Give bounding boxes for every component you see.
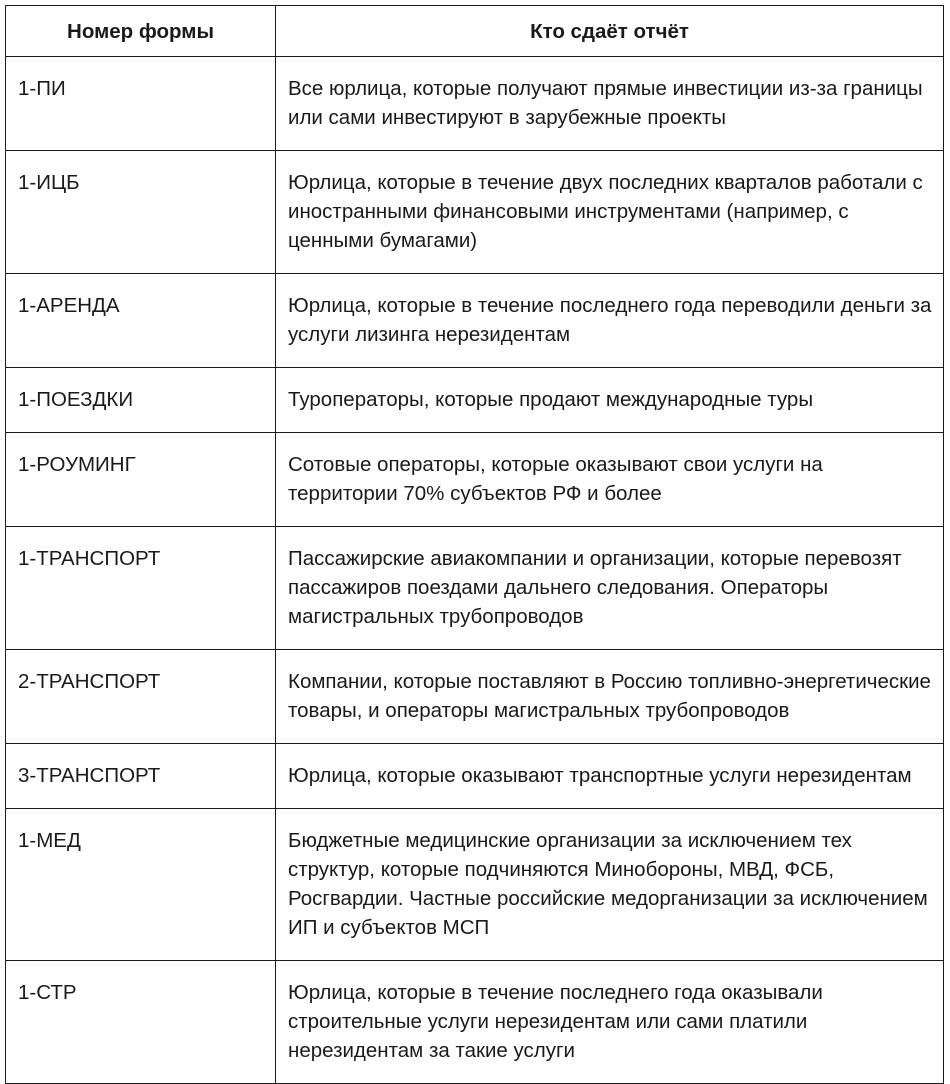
- who-reports-cell: Все юрлица, которые получают прямые инвестиции из-за границы или сами инвестируют в зарубежные проекты: [276, 57, 944, 151]
- table-row: [6, 527, 944, 650]
- table-row: [6, 961, 944, 1084]
- forms-table-container: [5, 5, 944, 1084]
- form-number-cell: 3-ТРАНСПОРТ: [6, 744, 276, 809]
- who-reports-cell: Сотовые операторы, которые оказывают свои услуги на территории 70% субъектов РФ и более: [276, 433, 944, 527]
- form-number-cell: 1-ПОЕЗДКИ: [6, 368, 276, 433]
- form-number-cell: 1-ТРАНСПОРТ: [6, 527, 276, 650]
- form-number-cell: 1-МЕД: [6, 809, 276, 961]
- form-number-cell: 1-РОУМИНГ: [6, 433, 276, 527]
- header-who-reports: Кто сдаёт отчёт: [276, 6, 944, 57]
- who-reports-cell: Бюджетные медицинские организации за исключением тех структур, которые подчиняются Минобороны, МВД, ФСБ, Росгвардии. Частные российские медорганизации за исключением ИП и субъектов МСП: [276, 809, 944, 961]
- table-row: [6, 744, 944, 809]
- who-reports-cell: Юрлица, которые в течение двух последних кварталов работали с иностранными финансовыми инструментами (например, с ценными бумагами): [276, 151, 944, 274]
- who-reports-cell: Юрлица, которые в течение последнего года оказывали строительные услуги нерезидентам или сами платили нерезидентам за такие услуги: [276, 961, 944, 1084]
- form-number-cell: 1-СТР: [6, 961, 276, 1084]
- who-reports-cell: Юрлица, которые в течение последнего года переводили деньги за услуги лизинга нерезидентам: [276, 274, 944, 368]
- table-header-row: [6, 6, 944, 57]
- table-row: [6, 433, 944, 527]
- form-number-cell: 2-ТРАНСПОРТ: [6, 650, 276, 744]
- table-row: [6, 809, 944, 961]
- form-number-cell: 1-ИЦБ: [6, 151, 276, 274]
- form-number-cell: 1-ПИ: [6, 57, 276, 151]
- table-row: [6, 57, 944, 151]
- who-reports-cell: Компании, которые поставляют в Россию топливно-энергетические товары, и операторы магистральных трубопроводов: [276, 650, 944, 744]
- table-row: [6, 151, 944, 274]
- forms-table: [5, 5, 944, 1084]
- header-form-number: Номер формы: [6, 6, 276, 57]
- who-reports-cell: Туроператоры, которые продают международные туры: [276, 368, 944, 433]
- table-row: [6, 650, 944, 744]
- who-reports-cell: Юрлица, которые оказывают транспортные услуги нерезидентам: [276, 744, 944, 809]
- table-row: [6, 368, 944, 433]
- who-reports-cell: Пассажирские авиакомпании и организации, которые перевозят пассажиров поездами дальнего следования. Операторы магистральных трубопроводов: [276, 527, 944, 650]
- form-number-cell: 1-АРЕНДА: [6, 274, 276, 368]
- table-row: [6, 274, 944, 368]
